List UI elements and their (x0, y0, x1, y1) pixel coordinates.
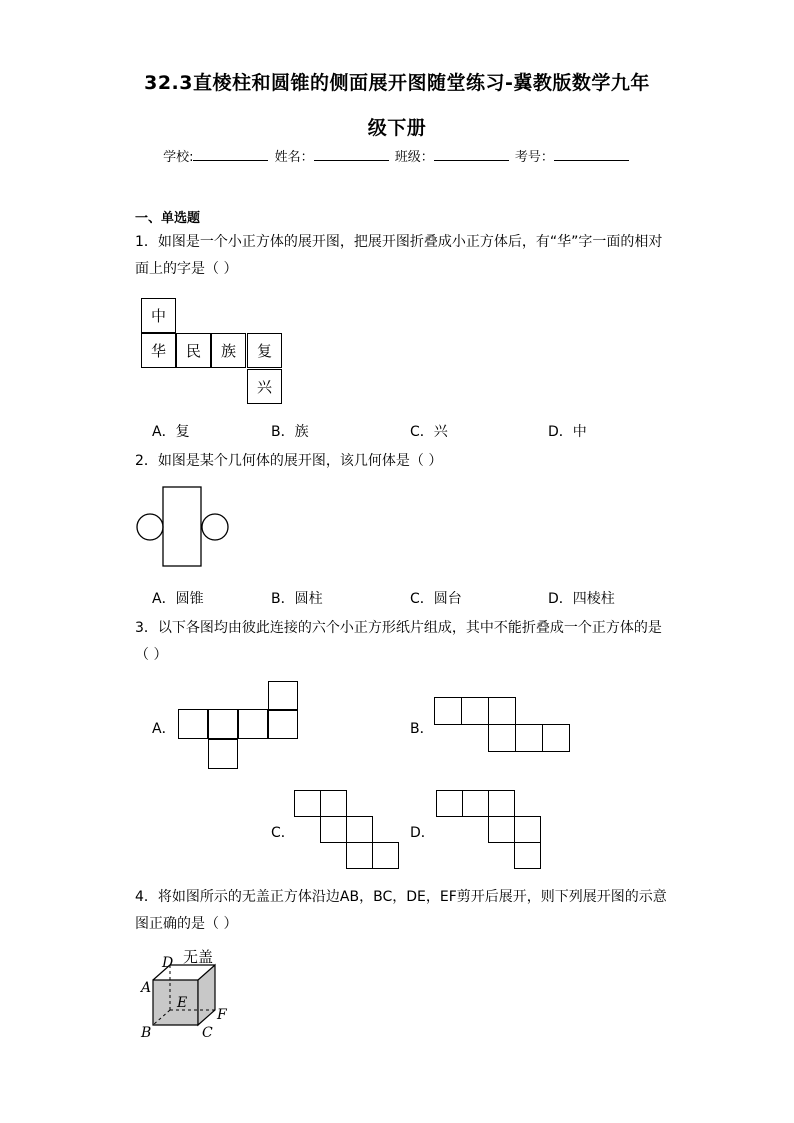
q3-net-c (294, 790, 404, 872)
question-4 (135, 884, 670, 938)
net-cell: 中 (141, 298, 176, 333)
net-square (268, 709, 298, 739)
net-square (542, 724, 570, 752)
q3-net-d (436, 790, 546, 872)
net-square (346, 842, 373, 869)
net-square (320, 790, 347, 817)
q1-option-a[interactable]: A．复 (152, 424, 190, 440)
net-cell: 华 (141, 333, 176, 368)
title-line-2: 级下册 (367, 117, 427, 139)
q2-option-b[interactable]: B．圆柱 (271, 591, 323, 607)
point-label: A (141, 980, 152, 996)
net-cell: 族 (211, 333, 246, 368)
net-square (488, 724, 516, 752)
net-square (372, 842, 399, 869)
section-heading: 一、单选题 (135, 211, 201, 226)
net-square (320, 816, 347, 843)
q3-option-a[interactable]: A． (152, 721, 176, 737)
net-square (436, 790, 463, 817)
class-blank[interactable] (434, 148, 509, 161)
net-square (488, 790, 515, 817)
q1-option-b[interactable]: B．族 (271, 424, 309, 440)
net-square (434, 697, 462, 725)
net-square (462, 790, 489, 817)
net-square (515, 724, 543, 752)
q2-option-d[interactable]: D．四棱柱 (548, 591, 615, 607)
net-square (238, 709, 268, 739)
net-square (268, 681, 298, 711)
net-square (178, 709, 208, 739)
class-label: 班级： (394, 150, 434, 165)
net-square (488, 816, 515, 843)
number-label: 考号： (514, 150, 554, 165)
net-square (208, 709, 238, 739)
cylinder-net-figure (135, 486, 235, 568)
net-cell: 复 (247, 333, 282, 368)
name-blank[interactable] (314, 148, 389, 161)
question-4-line-1: 4．将如图所示的无盖正方体沿边AB，BC，DE，EF剪开后展开，则下列展开图的示意 (135, 889, 667, 905)
net-circle-left (137, 514, 163, 540)
point-label: D (162, 955, 174, 971)
number-blank[interactable] (554, 148, 629, 161)
q2-option-c[interactable]: C．圆台 (410, 591, 462, 607)
point-label: C (202, 1025, 213, 1041)
net-square (461, 697, 489, 725)
title-line-1: 32.3直棱柱和圆锥的侧面展开图随堂练习-冀教版数学九年 (144, 72, 650, 94)
question-1 (135, 229, 670, 283)
question-2-line-1: 2．如图是某个几何体的展开图，该几何体是（ ） (135, 453, 443, 469)
net-cell: 民 (176, 333, 211, 368)
point-label: F (217, 1007, 227, 1023)
q2-option-a[interactable]: A．圆锥 (152, 591, 204, 607)
school-blank[interactable] (193, 148, 268, 161)
net-circle-right (202, 514, 228, 540)
school-label: 学校: (163, 150, 194, 165)
point-label: E (177, 995, 188, 1011)
net-square (346, 816, 373, 843)
net-rectangle (163, 487, 201, 566)
cube-front-face (153, 980, 198, 1025)
question-3-line-2: （ ） (135, 647, 168, 663)
net-square (514, 842, 541, 869)
point-label: B (141, 1025, 152, 1041)
q3-option-c[interactable]: C． (271, 825, 295, 841)
cube-caption: 无盖 (183, 948, 214, 966)
cube-net-figure (141, 298, 286, 408)
q3-option-b[interactable]: B． (410, 721, 434, 737)
question-2 (135, 448, 670, 475)
net-square (208, 739, 238, 769)
cube-right-face (198, 965, 215, 1025)
question-3-line-1: 3．以下各图均由彼此连接的六个小正方形纸片组成，其中不能折叠成一个正方体的是 (135, 620, 662, 636)
name-label: 姓名： (274, 150, 314, 165)
question-3 (135, 615, 670, 669)
net-square (488, 697, 516, 725)
q1-option-d[interactable]: D．中 (548, 424, 587, 440)
net-square (514, 816, 541, 843)
net-cell: 兴 (247, 369, 282, 404)
q1-option-c[interactable]: C．兴 (410, 424, 448, 440)
question-4-line-2: 图正确的是（ ） (135, 916, 238, 932)
open-cube-figure (135, 945, 245, 1045)
question-1-line-2: 面上的字是（ ） (135, 261, 238, 277)
student-info (0, 146, 794, 165)
q3-net-b (434, 697, 574, 757)
question-1-line-1: 1．如图是一个小正方体的展开图，把展开图折叠成小正方体后，有“华”字一面的相对 (135, 234, 663, 250)
net-square (294, 790, 321, 817)
q3-net-a (178, 681, 303, 771)
q3-option-d[interactable]: D． (410, 825, 435, 841)
